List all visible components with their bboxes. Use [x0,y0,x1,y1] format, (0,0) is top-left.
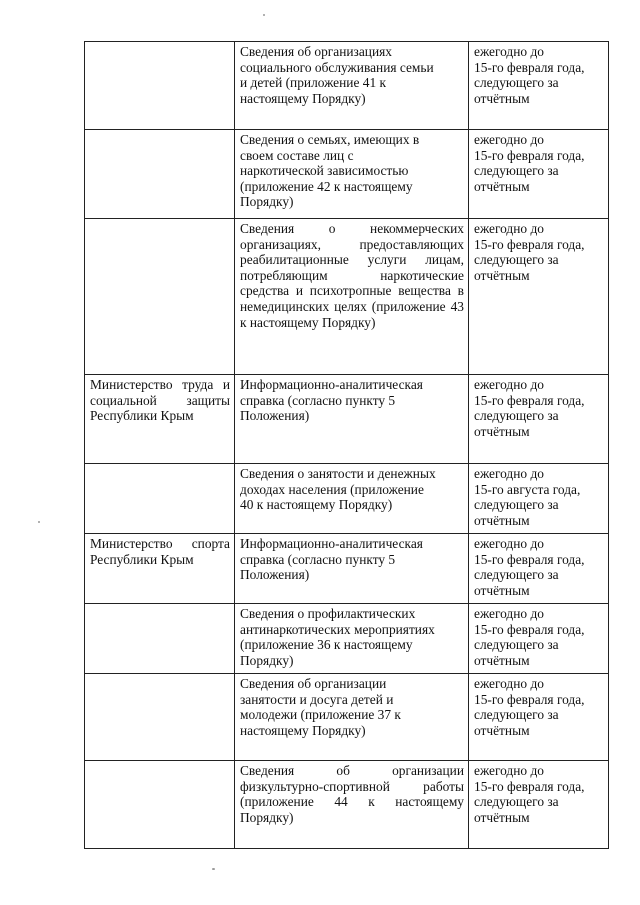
deadline-cell [469,130,609,219]
org-cell [85,604,235,674]
deadline-cell [469,375,609,464]
deadline-text: ежегодно до 15-го февраля года, следующего за отчётным [474,763,585,825]
report-title: Сведения о семьях, имеющих в своем составе лиц с наркотической зависимостью (приложение 42 к настоящему Порядку) [240,132,420,210]
table-row [85,219,609,375]
deadline-cell [469,464,609,534]
report-title: Сведения об организациях социального обслуживания семьи и детей (приложение 41 к настоящему Порядку) [240,44,434,106]
deadline-text: ежегодно до 15-го февраля года, следующего за отчётным [474,536,585,598]
deadline-text: ежегодно до 15-го февраля года, следующего за отчётным [474,221,585,283]
table-row [85,375,609,464]
org-cell [85,534,235,604]
org-cell [85,761,235,849]
scan-speck [212,868,215,870]
report-title: Информационно-аналитическая справка (согласно пункту 5 Положения) [240,536,423,583]
org-cell [85,375,235,464]
info-cell [235,534,469,604]
org-cell [85,219,235,375]
org-cell [85,464,235,534]
report-title: Сведения о занятости и денежных доходах населения (приложение 40 к настоящему Порядку) [240,466,436,513]
report-title: Сведения об организации занятости и досуга детей и молодежи (приложение 37 к настоящему Порядку) [240,676,401,738]
report-title: Сведения о некоммерческих организациях, предоставляющих реабилитационные услуги лицам, потребляющим наркотические средства и психотропные вещества в немедицинских целях (приложение 43 к настоящему Порядку) [240,221,464,330]
deadline-text: ежегодно до 15-го февраля года, следующего за отчётным [474,377,585,439]
report-title: Информационно-аналитическая справка (согласно пункту 5 Положения) [240,377,423,424]
deadline-cell [469,534,609,604]
info-cell [235,130,469,219]
deadline-text: ежегодно до 15-го августа года, следующего за отчётным [474,466,581,528]
deadline-text: ежегодно до 15-го февраля года, следующего за отчётным [474,44,585,106]
deadline-text: ежегодно до 15-го февраля года, следующего за отчётным [474,676,585,738]
info-cell [235,464,469,534]
table-row [85,761,609,849]
org-cell [85,674,235,761]
table-row [85,534,609,604]
info-cell [235,604,469,674]
deadline-text: ежегодно до 15-го февраля года, следующего за отчётным [474,606,585,668]
deadline-cell [469,219,609,375]
info-cell [235,674,469,761]
info-cell [235,375,469,464]
table-row [85,130,609,219]
org-cell [85,42,235,130]
report-title: Сведения об организации физкультурно-спортивной работы (приложение 44 к настоящему Порядку) [240,763,464,825]
scan-speck [38,521,40,523]
deadline-cell [469,674,609,761]
deadline-cell [469,604,609,674]
deadline-cell [469,761,609,849]
info-cell [235,761,469,849]
deadline-text: ежегодно до 15-го февраля года, следующего за отчётным [474,132,585,194]
scan-speck [263,14,265,16]
table-row [85,42,609,130]
table-row [85,604,609,674]
org-cell [85,130,235,219]
report-title: Сведения о профилактических антинаркотических мероприятиях (приложение 36 к настоящему Порядку) [240,606,435,668]
table-row [85,674,609,761]
deadline-cell [469,42,609,130]
info-cell [235,219,469,375]
org-name: Министерство труда и социальной защиты Республики Крым [90,377,230,424]
info-cell [235,42,469,130]
org-name: Министерство спорта Республики Крым [90,536,230,567]
report-table [84,41,609,849]
table-row [85,464,609,534]
